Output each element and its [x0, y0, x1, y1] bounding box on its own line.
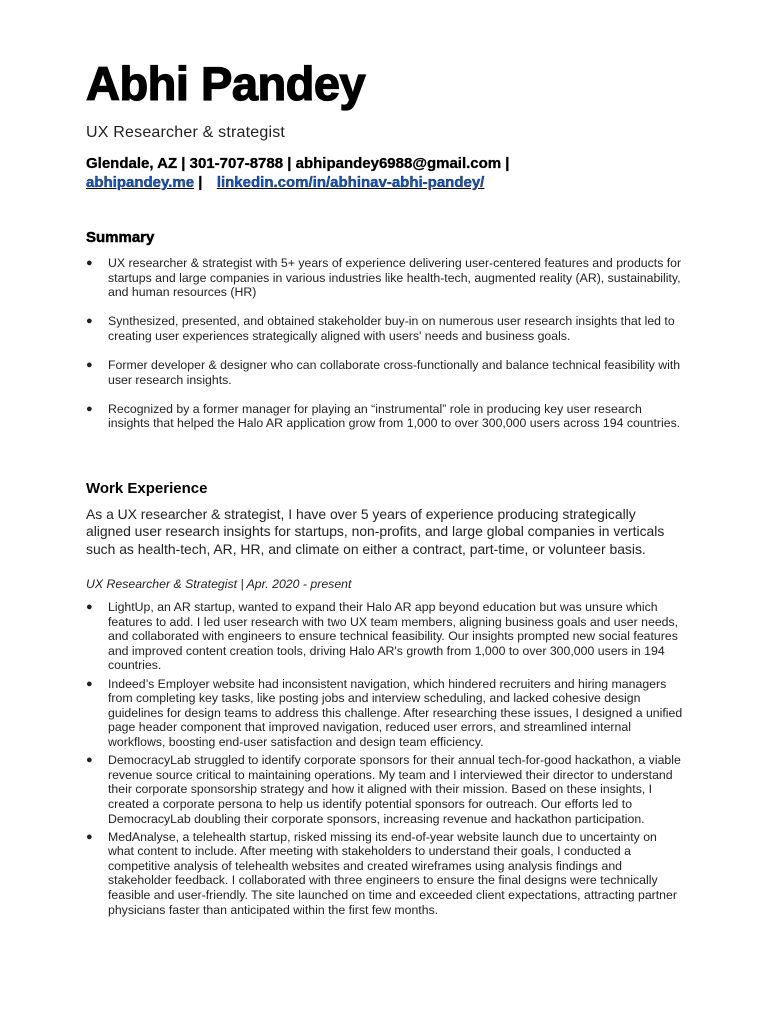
bullet-icon: ● [86, 358, 93, 371]
summary-item: ● Recognized by a former manager for playing an “instrumental” role in producing key user research insights that helped the Halo AR application grow from 1,000 to over 300,000 users across 194 countries. [86, 401, 681, 431]
bullet-icon: ● [86, 830, 93, 843]
bullet-icon: ● [86, 601, 93, 613]
candidate-name: Abhi Pandey [86, 57, 366, 110]
experience-item: ● MedAnalyse, a telehealth startup, risked missing its end-of-year website launch due to uncertainty on what content to include. After meeting with stakeholders to understand their goals, I conducted a competitive analysis of telehealth websites and created wireframes using analysis findings and stakeholder feedback. I collaborated with three engineers to ensure the final designs were technically feasible and user-friendly. The site launched on time and exceeded client expectations, attracting partner physicians faster than anticipated within the first few months. [86, 829, 677, 917]
summary-list [86, 256, 686, 445]
linkedin-link[interactable]: linkedin.com/in/abhinav-abhi-pandey/ [216, 174, 485, 191]
summary-item: ● Former developer & designer who can collaborate cross-functionally and balance technical feasibility with user research insights. [86, 357, 681, 387]
bullet-icon: ● [86, 257, 93, 269]
experience-item: ● DemocracyLab struggled to identify corporate sponsors for their annual tech-for-good hackathon, a viable revenue source critical to maintaining operations. My team and I interviewed their director to understand their corporate sponsorship strategy and how it aligned with their mission. Based on these insights, I created a corporate persona to help us identify potential sponsors for outreach. Our efforts led to DemocracyLab doubling their corporate sponsors, increasing revenue and hackathon participation. [86, 753, 681, 826]
experience-item: ● LightUp, an AR startup, wanted to expand their Halo AR app beyond education but was unsure which features to add. I led user research with two UX team members, aligning business goals and user needs, and collaborated with engineers to ensure technical feasibility. Our insights prompted new social features and improved content creation tools, driving Halo AR's growth from 1,000 to over 300,000 users in 194 countries. [86, 600, 679, 673]
summary-heading: Summary [86, 229, 155, 246]
bullet-icon: ● [86, 677, 93, 690]
experience-list [86, 600, 686, 921]
bullet-icon: ● [86, 754, 93, 767]
candidate-role: UX Researcher & strategist [86, 124, 286, 141]
summary-item: ● UX researcher & strategist with 5+ years of experience delivering user-centered features and products for startups and large companies in various industries like health-tech, augmented reality (AR), sustainability, and human resources (HR) [86, 256, 682, 300]
job-title-line: UX Researcher & Strategist | Apr. 2020 - present [86, 577, 352, 591]
contact-separator: | [194, 174, 207, 191]
bullet-icon: ● [86, 315, 93, 328]
summary-item: ● Synthesized, presented, and obtained stakeholder buy-in on numerous user research insights that led to creating user experiences strategically aligned with users' needs and business goals. [86, 314, 675, 343]
website-link[interactable]: abhipandey.me [86, 174, 195, 191]
bullet-icon: ● [86, 402, 93, 415]
experience-item: ● Indeed’s Employer website had inconsistent navigation, which hindered recruiters and hiring managers from completing key tasks, like posting jobs and interview scheduling, and lacked cohesive design guidelines for design teams to address this challenge. After researching these issues, I designed a unified page header component that improved navigation, reduced user errors, and streamlined internal workflows, boosting end-user satisfaction and design team efficiency. [86, 676, 683, 749]
contact-text: Glendale, AZ | 301-707-8788 | abhipandey6988@gmail.com | [86, 155, 510, 172]
work-experience-heading: Work Experience [86, 480, 208, 497]
contact-info [86, 154, 706, 192]
work-intro: As a UX researcher & strategist, I have over 5 years of experience producing strategically aligned user research insights for startups, non-profits, and large global companies in verticals such as health-tech, AR, HR, and climate on either a contract, part-time, or volunteer basis. [86, 506, 665, 557]
